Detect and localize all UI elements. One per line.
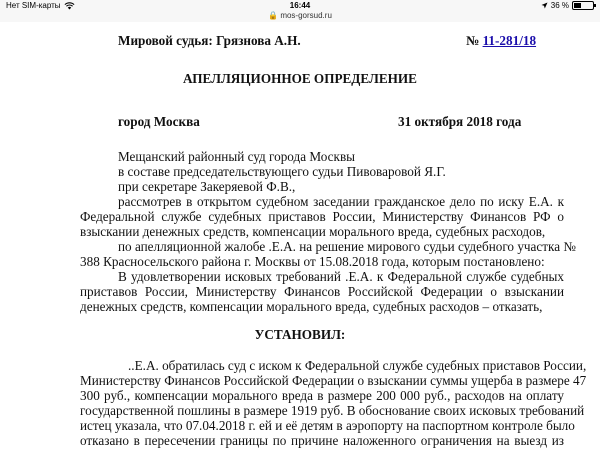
clock: 16:44 — [289, 1, 311, 10]
document-title: АПЕЛЛЯЦИОННОЕ ОПРЕДЕЛЕНИЕ — [183, 71, 417, 86]
case-number — [466, 33, 536, 48]
intro-line: взыскании денежных средств, компенсации морального вреда, судебных расходов, — [80, 224, 546, 239]
status-bar — [0, 0, 600, 22]
location-arrow-icon — [541, 2, 548, 9]
battery-percent: 36 % — [550, 1, 569, 10]
document-date: 31 октября 2018 года — [398, 114, 522, 129]
intro-line: рассмотрев в открытом судебном заседании гражданское дело по иску Е.А. к — [118, 194, 564, 209]
body-line: ..Е.А. обратилась суд с иском к Федеральной службе судебных приставов России, — [128, 358, 587, 373]
court-line: в составе председательствующего судьи Пивоваровой Я.Г. — [118, 164, 446, 179]
lock-icon: 🔒 — [268, 11, 279, 20]
intro-line: приставов России, Министерству Финансов Российской Федерации о взыскании — [80, 284, 564, 299]
address-bar[interactable] — [0, 11, 600, 20]
section-heading: УСТАНОВИЛ: — [254, 327, 346, 342]
battery-icon — [572, 1, 594, 10]
court-line: Мещанский районный суд города Москвы — [118, 149, 356, 164]
intro-line: денежных средств, компенсации морального вреда, судебных расходов – отказать, — [80, 299, 543, 314]
case-number-link[interactable]: 11-281/18 — [482, 33, 537, 48]
body-line: 300 руб., компенсации морального вреда в размере 200 000 руб., расходов на оплату — [80, 388, 564, 403]
case-number-prefix: № — [466, 33, 480, 48]
judge-label: Мировой судья: Грязнова А.Н. — [118, 33, 301, 48]
city-label: город Москва — [118, 114, 200, 129]
intro-line: В удовлетворении исковых требований .Е.А. к Федеральной службе судебных — [118, 269, 564, 284]
url-text[interactable]: mos-gorsud.ru — [280, 11, 332, 20]
carrier-label: Нет SIM-карты — [6, 1, 61, 10]
intro-line: Федеральной службе судебных приставов России, Министерству Финансов РФ о — [80, 209, 564, 224]
body-line: отказано в пересечении границы по причине наложенного ограничения на выезд из — [80, 433, 564, 448]
body-line: истец указала, что 07.04.2018 г. ей и её детям в аэропорту на паспортном контроле было — [80, 418, 575, 433]
court-line: при секретаре Закеряевой Ф.В., — [118, 179, 296, 194]
battery-indicator — [541, 1, 594, 10]
intro-line: 388 Красносельского района г. Москвы от 15.08.2018 года, которым постановлено: — [80, 254, 545, 269]
intro-line: по апелляционной жалобе .Е.А. на решение мирового судьи судебного участка № — [118, 239, 576, 254]
body-line: государственной пошлины в размере 1919 руб. В обоснование своих исковых требований — [80, 403, 585, 418]
body-line: Министерству Финансов Российской Федерации о взыскании суммы ущерба в размере 47 — [80, 373, 587, 388]
document-page — [0, 22, 600, 450]
